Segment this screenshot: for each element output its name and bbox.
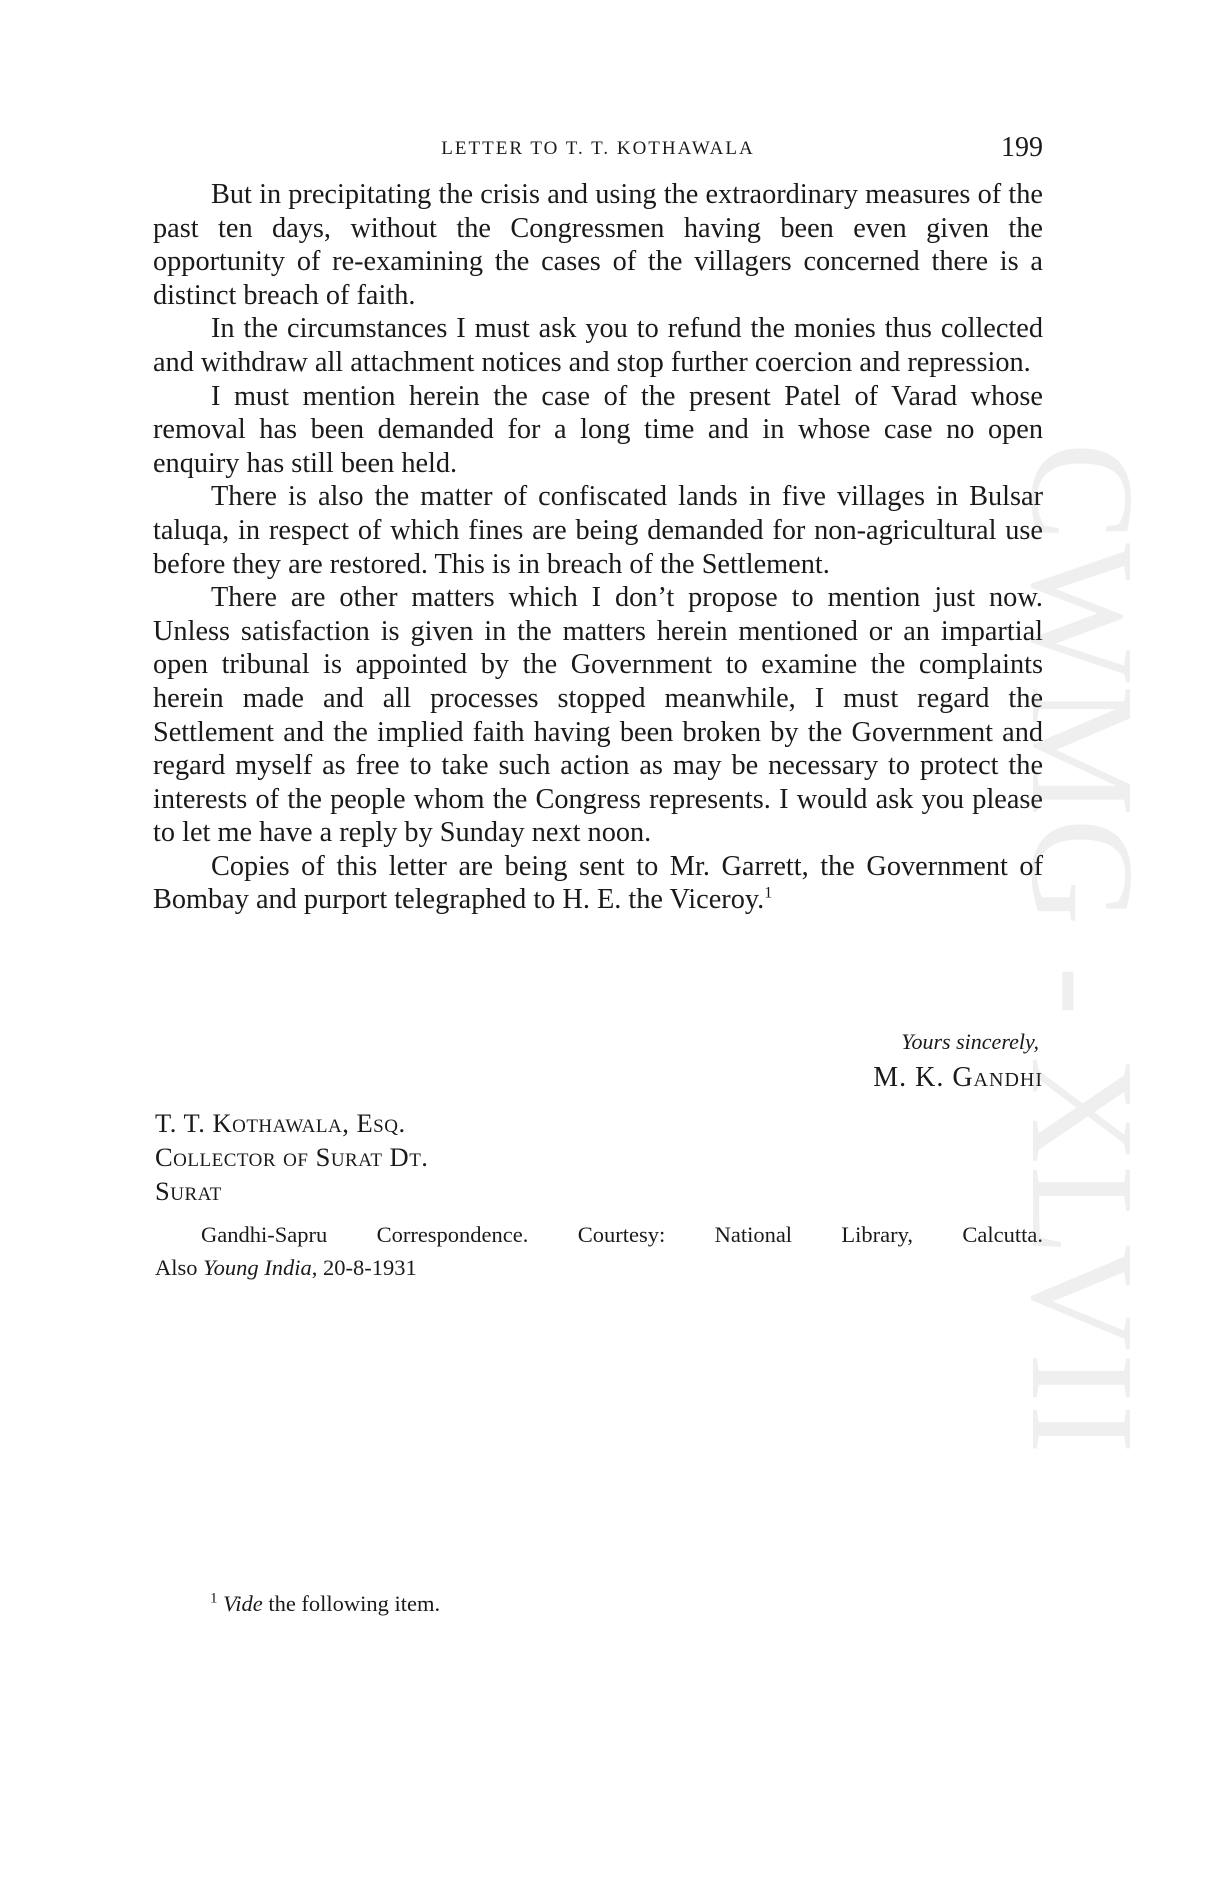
paragraph-1: But in precipitating the crisis and using the extraordinary measures of the past ten days, without the Congressmen having been even given the opportunity of re-examining the cases of the villagers concerned there is a distinct breach of faith. <box>153 179 1043 311</box>
footnote-vide: Vide <box>223 1591 263 1616</box>
signature: M. K. Gandhi <box>873 1062 1043 1093</box>
valediction: Yours sincerely, <box>901 1029 1039 1054</box>
paragraph-4: There is also the matter of confiscated lands in five villages in Bulsar taluqa, in respect of which fines are being demanded for non-agricultural use before they are restored. This is in breach of the Settlement. <box>153 481 1043 580</box>
page-header <box>153 132 1043 168</box>
letter-body <box>153 178 1043 917</box>
source-also: Also <box>155 1255 198 1280</box>
source-publication: Young India <box>203 1255 312 1280</box>
watermark-text: CWMG - XLVII <box>1000 442 1164 1456</box>
addressee-title: Collector of Surat Dt. <box>155 1142 429 1172</box>
footnote-marker: 1 <box>210 1590 218 1607</box>
footnote-text: the following item. <box>262 1591 441 1616</box>
footnote <box>210 1591 440 1617</box>
paragraph-5: There are other matters which I don’t propose to mention just now. Unless satisfaction is given in the matters herein mentioned or an impartial open tribunal is appointed by the Government to examine the complaints herein made and all processes stopped meanwhile, I must regard the Settlement and the implied faith having been broken by the Government and regard myself as free to take such action as may be necessary to protect the interests of the people whom the Congress represents. I would ask you please to let me have a reply by Sunday next noon. <box>153 582 1043 849</box>
source-courtesy: Gandhi-Sapru Correspondence. Courtesy: National Library, Calcutta. <box>201 1222 1043 1247</box>
footnote-reference: 1 <box>764 885 773 903</box>
paragraph-2: In the circumstances I must ask you to refund the monies thus collected and withdraw all attachment notices and stop further coercion and repression. <box>153 313 1043 378</box>
source-also-line <box>155 1251 1043 1284</box>
addressee-place: Surat <box>155 1176 222 1206</box>
paragraph-3: I must mention herein the case of the present Patel of Varad whose removal has been demanded for a long time and in whose case no open enquiry has still been held. <box>153 380 1043 479</box>
letter-closing <box>153 1027 1043 1099</box>
addressee-block <box>155 1106 428 1208</box>
running-head: LETTER TO T. T. KOTHAWALA <box>441 138 755 159</box>
paragraph-6-text: Copies of this letter are being sent to Mr. Garrett, the Government of Bombay and purport telegraphed to H. E. the Viceroy. <box>153 850 1043 916</box>
addressee-name: T. T. Kothawala, Esq. <box>155 1108 406 1138</box>
paragraph-6 <box>153 850 1043 917</box>
source-date: , 20-8-1931 <box>311 1255 417 1280</box>
page-number: 199 <box>1001 132 1043 163</box>
source-note <box>155 1218 1043 1284</box>
